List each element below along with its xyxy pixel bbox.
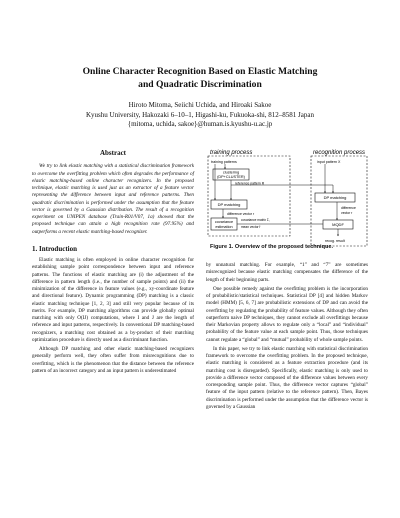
title-line-1: Online Character Recognition Based on Elastic Matching: [82, 66, 318, 77]
figure-1-caption: Figure 1. Overview of the proposed technique.: [210, 244, 334, 250]
clustering-label: clustering: [222, 170, 240, 175]
covariance-label: covariance: [214, 220, 234, 224]
dp-matching-right-label: DP matching: [323, 195, 347, 200]
mean-vector-label: mean vector r̄: [241, 225, 261, 229]
dp-matching-left-label: DP matching: [217, 202, 241, 207]
recog-result-label: recog. result: [325, 239, 345, 243]
figure-1-diagram: [205, 148, 371, 248]
section-heading-introduction: 1. Introduction: [32, 244, 77, 253]
right-paragraph-1: by unnatural matching. For example, “1” and “7” are sometimes misrecognized because elastic matching compensates the difference of the length of their beginning parts.: [206, 262, 368, 283]
paper-title: [0, 66, 400, 91]
training-patterns-label: training patterns: [211, 160, 237, 164]
vector-r-label: vector r: [341, 211, 353, 215]
reference-pattern-label: reference pattern R: [235, 181, 265, 186]
difference-vector-left-label: difference vector r: [227, 212, 255, 216]
estimation-label: estimation: [215, 225, 233, 229]
right-paragraph-2: One possible remedy against the overfitting problem is the incorporation of probabilistic/statistical techniques. Statistical DP [4] and hidden Markov model (HMM) [5, 6, 7] are probabilistic extensions of DP and can avoid the overfitting by regulating the probability of feature values. Although they often outperform naive DP techniques, they cannot exclude all overfittings because their Markovian property allows to regulate only a “local” and “individual” probability of the feature value at each sample point. Thus, those techniques cannot regulate a “global” and “mutual” probability of whole sample points.: [206, 285, 368, 343]
right-column: [206, 262, 368, 411]
author-emails: {mitoma, uchida, sakoe}@human.is.kyushu-u.ac.jp: [127, 120, 273, 129]
author-names: Hiroto Mitoma, Seiichi Uchida, and Hiroaki Sakoe: [128, 101, 272, 109]
author-block: [0, 101, 400, 130]
clustering-sub-label: (DP+CLUSTER): [217, 175, 245, 179]
mqdf-label: MQDF: [332, 222, 344, 227]
input-pattern-label: input pattern X: [317, 160, 341, 164]
right-paragraph-3: In this paper, we try to link elastic matching with statistical discrimination framework to overcome the overfitting problem. In the proposed technique, elastic matching is considered as a feature extraction procedure (and its matching cost is disregarded). Specifically, elastic matching is only used to provide a difference vector composed of the difference values between every corresponding sample point. Thus, the difference vector captures “global” feature of the input pattern (relative to the reference pattern). Then, Bayes discrimination is performed under the assumption that the difference vector is governed by a Gaussian: [206, 345, 368, 410]
title-line-2: and Quadratic Discrimination: [138, 78, 262, 90]
abstract-heading: Abstract: [99, 149, 127, 157]
intro-paragraph-1: Elastic matching is often employed in online character recognition for establishing sample point correspondence between input and reference patterns. The functions of elastic matching are (i) the adjustment of the difference in pattern length (i.e., the number of sample points) and (ii) the minimization of the difference in feature values (e.g., xy-coordinate feature and directional feature). Dynamic programming (DP) matching is a classic elastic matching technique [1, 2, 3] and still very popular because of its merits. For example, DP matching algorithms can provide globally optimal matching with only O(IJ) computations, where I and J are the length of reference and input patterns, respectively. In conventional DP matching-based recognizers, a matching cost obtained as a by-product of their matching optimization procedure is directly used as a discriminant function.: [32, 257, 194, 343]
left-column: [32, 150, 194, 375]
training-process-label: training process: [210, 150, 253, 156]
covariance-matrix-label: covariance matrix Σ,: [241, 218, 270, 222]
difference-label: difference: [341, 206, 356, 210]
abstract-text: We try to link elastic matching with a statistical discrimination framework to overcome the overfitting problem which often degrades the performance of elastic matching-based online character recognizers. In the proposed technique, elastic matching is used just as an extractor of a feature vector representing the difference between input and reference patterns. Then quadratic discrimination is performed under the assumption that the feature vector is governed by a Gaussian distribution. The result of a recognition experiment on UNIPEN database (Train-R01/V07, 1a) showed that the proposed technique can attain a high recognition rate (97.95%) and outperforms a recent elastic matching-based recognizer.: [32, 163, 194, 235]
recognition-process-label: recognition process: [313, 150, 366, 156]
author-affiliation: Kyushu University, Hakozaki 6–10–1, Higashi-ku, Fukuoka-shi, 812–8581 Japan: [86, 110, 314, 119]
intro-paragraph-2: Although DP matching and other elastic matching-based recognizers generally perform well, they often suffer from misrecognitions due to overfitting, which is the phenomenon that the distance between the reference pattern of an incorrect category and an input pattern is underestimated: [32, 346, 194, 374]
